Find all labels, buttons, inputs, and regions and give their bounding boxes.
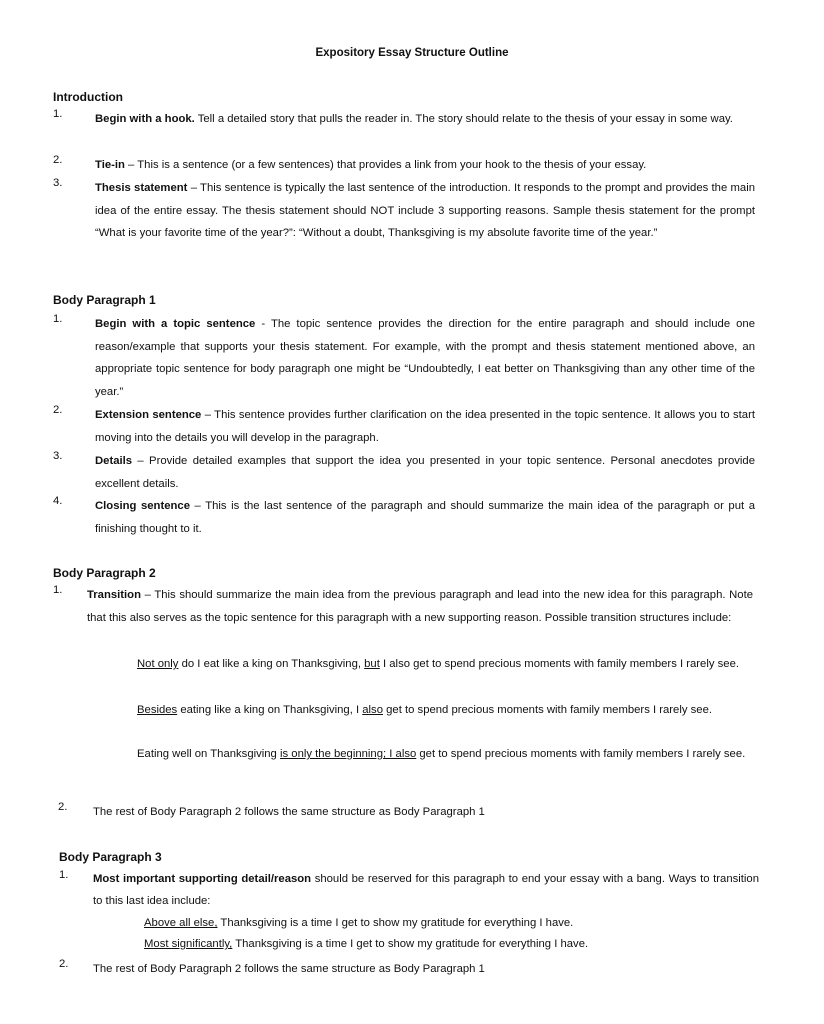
item-text: Tie-in – This is a sentence (or a few sentences) that provides a link from your hook to the thesis of your essay. [95,159,647,171]
section-heading-introduction: Introduction [53,90,123,104]
list-item [53,108,755,131]
page-title: Expository Essay Structure Outline [315,47,509,59]
item-number: 2. [58,801,68,813]
item-text: Most important supporting detail/reason should be reserved for this paragraph to end your essay with a bang. Ways to transition to this last idea include: [93,873,759,907]
list-item [53,154,755,177]
item-text: Closing sentence – This is the last sentence of the paragraph and should summarize the main idea of the paragraph or put a finishing thought to it. [95,500,755,535]
section-heading-body-paragraph-2: Body Paragraph 2 [53,566,156,580]
item-number: 1. [53,584,63,596]
item-number: 2. [59,958,69,970]
item-number: 1. [53,313,63,325]
item-label: Extension sentence [95,409,202,421]
item-label: Most important supporting detail/reason [93,873,312,885]
item-number: 1. [53,108,63,120]
item-label: Details [95,455,133,467]
item-label: Tie-in [95,159,125,171]
item-label: Transition [87,589,141,601]
list-item [53,313,755,403]
item-text: The rest of Body Paragraph 2 follows the same structure as Body Paragraph 1 [93,806,485,818]
list-item [53,495,755,540]
transition-example: Besides eating like a king on Thanksgiving, I also get to spend precious moments with family members I rarely see. [137,704,712,716]
item-text: The rest of Body Paragraph 2 follows the same structure as Body Paragraph 1 [93,963,485,975]
item-text: Details – Provide detailed examples that support the idea you presented in your topic sentence. Personal anecdotes provide excellent details. [95,455,755,490]
list-item [53,450,755,495]
list-item [53,177,755,245]
item-text: Begin with a hook. Tell a detailed story that pulls the reader in. The story should relate to the thesis of your essay in some way. [95,113,733,125]
section-heading-body-paragraph-1: Body Paragraph 1 [53,293,156,307]
item-text: Extension sentence – This sentence provides further clarification on the idea presented in the topic sentence. It allows you to start moving into the details you will develop in the paragraph. [95,409,755,444]
list-item [53,801,755,824]
transition-example: Eating well on Thanksgiving is only the beginning; I also get to spend precious moments with family members I rarely see. [137,748,746,760]
item-number: 2. [53,404,63,416]
list-item [53,404,755,449]
section-heading-body-paragraph-3: Body Paragraph 3 [59,850,162,864]
item-label: Begin with a hook. [95,113,195,125]
item-text: Thesis statement – This sentence is typically the last sentence of the introduction. It responds to the prompt and provides the main idea of the entire essay. The thesis statement should NOT include 3 supporting reasons. Sample thesis statement for the prompt “What is your favorite time of the year?”: “Without a doubt, Thanksgiving is my absolute favorite time of the year.” [95,182,755,239]
list-item [59,869,759,912]
item-label: Begin with a topic sentence [95,318,256,330]
item-number: 1. [59,869,69,881]
list-item [53,584,753,629]
item-number: 2. [53,154,63,166]
transition-example: Most significantly, Thanksgiving is a time I get to show my gratitude for everything I have. [144,938,589,950]
list-item [59,958,761,981]
item-number: 4. [53,495,63,507]
item-label: Closing sentence [95,500,190,512]
transition-example: Above all else, Thanksgiving is a time I get to show my gratitude for everything I have. [144,917,574,929]
transition-example: Not only do I eat like a king on Thanksgiving, but I also get to spend precious moments with family members I rarely see. [137,658,739,670]
item-text: Transition – This should summarize the main idea from the previous paragraph and lead into the new idea for this paragraph. Note that this also serves as the topic sentence for this paragraph with a new supporting reason. Possible transition structures include: [87,589,753,624]
item-number: 3. [53,450,63,462]
item-number: 3. [53,177,63,189]
item-label: Thesis statement [95,182,188,194]
item-text: Begin with a topic sentence - The topic sentence provides the direction for the entire paragraph and should include one reason/example that supports your thesis statement. For example, with the prompt and thesis statement mentioned above, an appropriate topic sentence for body paragraph one might be “Undoubtedly, I eat better on Thanksgiving than any other time of the year.” [95,318,755,398]
